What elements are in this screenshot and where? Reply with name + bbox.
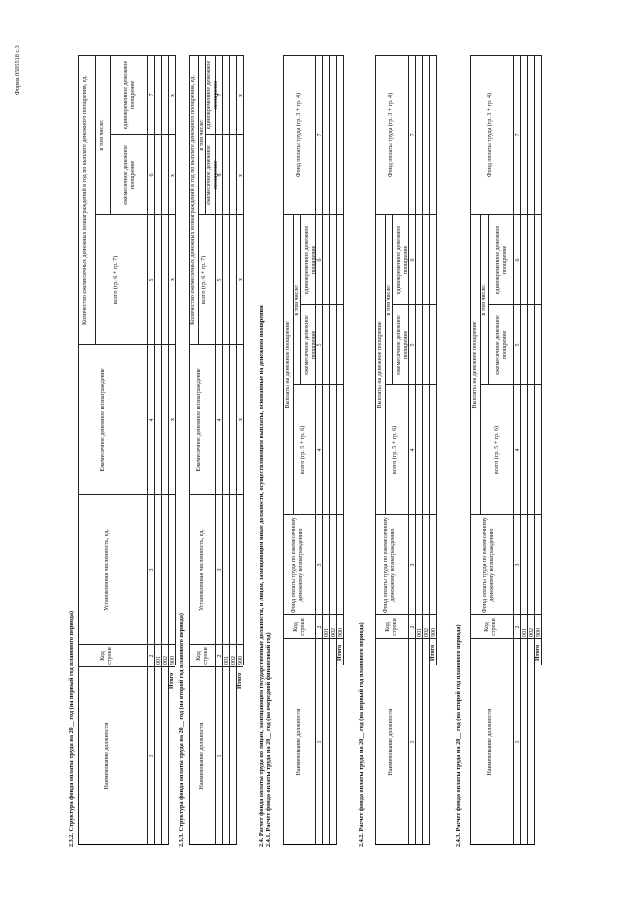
- header-qty: Количество ежемесячных денежных вознаграждений в год по выплате денежного поощрения, ед.: [190, 75, 196, 325]
- header-total: всего (гр. 5 + гр. 6): [392, 425, 398, 475]
- header-code: Код строки: [196, 647, 209, 665]
- section-title-2-4-2: 2.4.2. Расчет фонда оплаты труда на 20__ год (на первый год планового периода): [358, 622, 365, 847]
- section-title-2-3-3: 2.3.3. Структура фонда оплаты труда на 20__ год (на второй год планового периода): [178, 613, 185, 847]
- col-num: 4: [410, 448, 416, 452]
- x-mark: x: [238, 278, 244, 281]
- col-num: 2: [410, 625, 416, 629]
- header-pay-bonus: Выплаты на денежное поощрение: [285, 321, 291, 409]
- header-monthly-bonus: ежемесячное денежное поощрение: [123, 145, 136, 205]
- header-fot-monthly: Фонд оплаты труда по ежемесячному денежному вознаграждению: [383, 517, 396, 613]
- header-once-bonus: единовременное денежное поощрение: [495, 225, 508, 295]
- header-staff: Установленная численность, ед.: [199, 529, 205, 611]
- header-position: Наименование должности: [199, 722, 205, 790]
- col-num: 5: [217, 278, 223, 282]
- col-num: 1: [515, 740, 521, 744]
- col-num: 6: [317, 258, 323, 262]
- header-total: всего (гр. 5 + гр. 6): [494, 425, 500, 475]
- col-num: 1: [217, 754, 223, 758]
- x-mark: x: [170, 418, 176, 421]
- row-code: 001: [522, 628, 528, 637]
- row-code: 002: [529, 628, 535, 637]
- col-num: 5: [515, 343, 521, 347]
- row-code: 001: [417, 628, 423, 637]
- header-code: Код строки: [293, 618, 306, 636]
- col-num: 6: [410, 258, 416, 262]
- header-incl: в том числе:: [199, 119, 205, 151]
- header-fot-monthly: Фонд оплаты труда по ежемесячному денежному вознаграждению: [291, 517, 304, 613]
- col-num: 3: [515, 563, 521, 567]
- col-num: 7: [515, 133, 521, 137]
- header-position: Наименование должности: [296, 708, 302, 776]
- header-once-bonus: единовременное денежное поощрение: [123, 60, 136, 130]
- x-mark: x: [170, 174, 176, 177]
- header-once-bonus: единовременное денежное поощрение: [396, 225, 409, 295]
- header-qty: Количество ежемесячных денежных вознаграждений в год по выплате денежного поощрения, ед.: [82, 75, 88, 325]
- header-once-bonus: единовременное денежное поощрение: [206, 60, 219, 130]
- row-code: 002: [163, 656, 169, 665]
- col-num: 5: [410, 343, 416, 347]
- col-num: 1: [149, 754, 155, 758]
- header-fot-monthly: Фонд оплаты труда по ежемесячному денежному вознаграждению: [482, 517, 495, 613]
- col-num: 4: [217, 418, 223, 422]
- header-incl: в том числе:: [294, 284, 300, 316]
- row-code: 900: [170, 656, 176, 665]
- col-num: 1: [317, 740, 323, 744]
- col-num: 5: [149, 278, 155, 282]
- header-pay-bonus: Выплаты на денежное поощрение: [472, 321, 478, 409]
- col-num: 2: [317, 625, 323, 629]
- x-mark: x: [238, 94, 244, 97]
- col-num: 3: [317, 563, 323, 567]
- row-code: 900: [536, 628, 542, 637]
- header-code: Код строки: [100, 647, 113, 665]
- form-label: Форма 0505518 с.3: [14, 45, 21, 95]
- header-monthly: Ежемесячное денежное вознаграждение: [100, 368, 106, 472]
- header-code: Код строки: [385, 618, 398, 636]
- header-staff: Установленная численность, ед.: [104, 529, 110, 611]
- total-label: Итого: [430, 644, 436, 661]
- header-position: Наименование должности: [388, 708, 394, 776]
- col-num: 4: [317, 448, 323, 452]
- col-num: 6: [515, 258, 521, 262]
- col-num: 7: [410, 133, 416, 137]
- header-total: всего (гр. 6 + гр. 7): [201, 255, 207, 305]
- row-code: 001: [224, 656, 230, 665]
- col-num: 1: [410, 740, 416, 744]
- header-position: Наименование должности: [487, 708, 493, 776]
- section-title-2-3-2: 2.3.2. Структура фонда оплаты труда на 20__ год (на первый год планового периода): [68, 610, 75, 847]
- total-label: Итого: [337, 644, 343, 661]
- col-num: 2: [149, 654, 155, 658]
- col-num: 6: [217, 173, 223, 177]
- row-code: 900: [238, 656, 244, 665]
- col-num: 3: [217, 568, 223, 572]
- col-num: 6: [149, 173, 155, 177]
- header-once-bonus: единовременное денежное поощрение: [304, 225, 317, 295]
- col-num: 7: [217, 93, 223, 97]
- total-label: Итого: [535, 644, 541, 661]
- section-title-2-4-3: 2.4.3. Расчет фонда оплаты труда на 20__ год (на второй год планового периода): [455, 624, 462, 847]
- col-num: 7: [149, 93, 155, 97]
- header-position: Наименование должности: [104, 722, 110, 790]
- header-fot: Фонд оплаты труда (гр. 3 + гр. 4): [388, 92, 394, 178]
- header-total: всего (гр. 6 + гр. 7): [113, 255, 119, 305]
- col-num: 3: [149, 568, 155, 572]
- header-code: Код строки: [484, 618, 497, 636]
- row-code: 001: [324, 628, 330, 637]
- x-mark: x: [238, 174, 244, 177]
- row-code: 002: [231, 656, 237, 665]
- header-monthly-bonus: ежемесячное денежное поощрение: [396, 315, 409, 375]
- col-num: 4: [515, 448, 521, 452]
- total-label: Итого: [169, 672, 175, 689]
- header-monthly-bonus: ежемесячное денежное поощрение: [495, 315, 508, 375]
- header-pay-bonus: Выплаты на денежное поощрение: [377, 321, 383, 409]
- col-num: 7: [317, 133, 323, 137]
- col-num: 2: [217, 654, 223, 658]
- row-code: 001: [156, 656, 162, 665]
- header-total: всего (гр. 5 + гр. 6): [300, 425, 306, 475]
- col-num: 4: [149, 418, 155, 422]
- header-fot: Фонд оплаты труда (гр. 3 + гр. 4): [296, 92, 302, 178]
- header-monthly-bonus: ежемесячное денежное поощрение: [304, 315, 317, 375]
- header-fot: Фонд оплаты труда (гр. 3 + гр. 4): [487, 92, 493, 178]
- col-num: 3: [410, 563, 416, 567]
- header-incl: в том числе:: [481, 284, 487, 316]
- row-code: 002: [424, 628, 430, 637]
- header-incl: в том числе:: [99, 119, 105, 151]
- section-title-2-4: 2.4. Расчет фонда оплаты труда по лицам, замещающим государственные должности, и лицам, замещающим иные должности, осуществляющим выплаты, основанные на денежном поощрении: [258, 305, 265, 847]
- total-label: Итого: [237, 672, 243, 689]
- header-incl: в том числе:: [386, 284, 392, 316]
- x-mark: x: [170, 278, 176, 281]
- col-num: 5: [317, 343, 323, 347]
- header-monthly: Ежемесячное денежное вознаграждение: [196, 368, 202, 472]
- row-code: 900: [338, 628, 344, 637]
- col-num: 2: [515, 625, 521, 629]
- row-code: 900: [431, 628, 437, 637]
- header-monthly-bonus: ежемесячное денежное поощрение: [206, 145, 219, 205]
- section-title-2-4-1: 2.4.1. Расчет фонда оплаты труда на 20__ год (на очередной финансовый год): [265, 632, 272, 847]
- row-code: 002: [331, 628, 337, 637]
- x-mark: x: [238, 418, 244, 421]
- x-mark: x: [170, 94, 176, 97]
